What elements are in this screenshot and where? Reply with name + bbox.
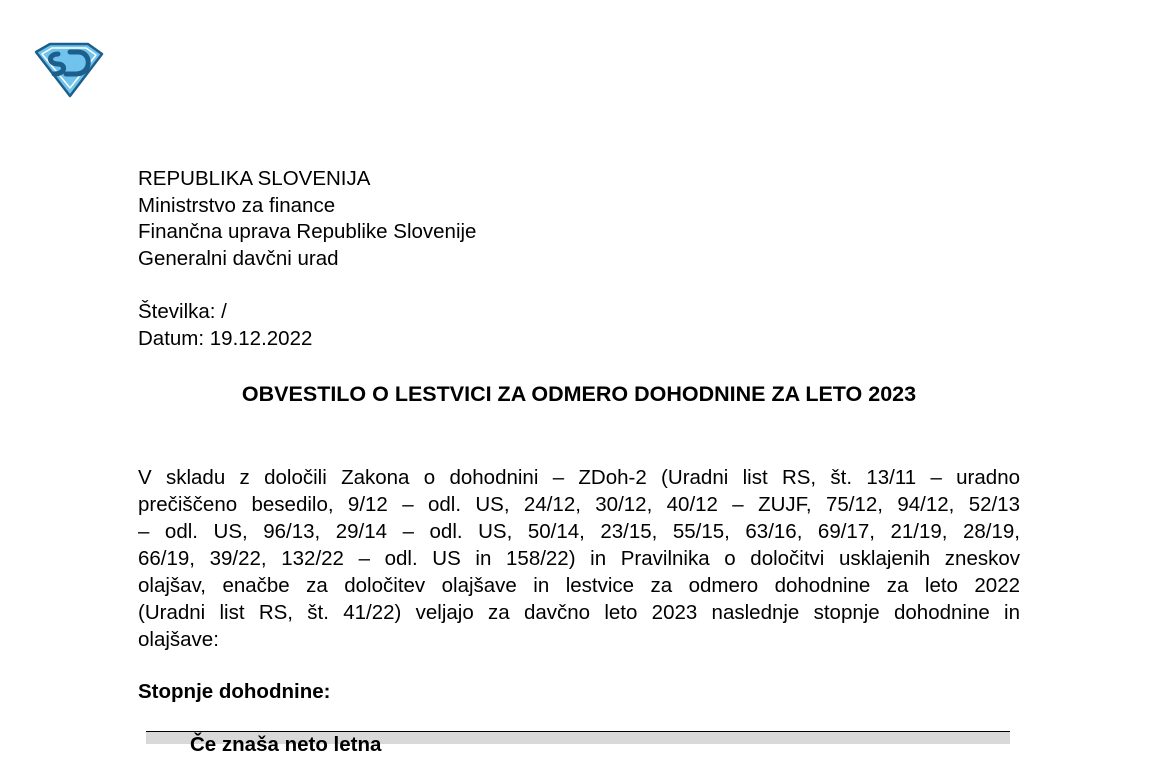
document-meta bbox=[138, 299, 312, 352]
tax-rate-table-header bbox=[146, 731, 1010, 756]
body-line: olajšave: bbox=[138, 628, 219, 651]
body-line: (Uradni list RS, št. 41/22) veljajo za davčno leto 2023 naslednje stopnje dohodnine in bbox=[138, 601, 1020, 624]
body-line: olajšav, enačbe za določitev olajšave in lestvice za odmero dohodnine za leto 2022 bbox=[138, 574, 1020, 597]
body-line: 66/19, 39/22, 132/22 – odl. US in 158/22) in Pravilnika o določitvi usklajenih zneskov bbox=[138, 547, 1020, 570]
address-line-administration: Finančna uprava Republike Slovenije bbox=[138, 220, 477, 244]
body-line: V skladu z določili Zakona o dohodnini – ZDoh-2 (Uradni list RS, št. 13/11 – uradno bbox=[138, 466, 1020, 489]
address-line-ministry: Ministrstvo za finance bbox=[138, 193, 336, 217]
sd-logo-icon bbox=[32, 42, 104, 98]
document-number: Številka: / bbox=[138, 300, 227, 323]
address-line-country: REPUBLIKA SLOVENIJA bbox=[138, 167, 371, 190]
document-date: Datum: 19.12.2022 bbox=[138, 326, 313, 350]
sender-address-block bbox=[138, 166, 476, 272]
section-heading: Stopnje dohodnine: bbox=[138, 680, 331, 703]
body-line: prečiščeno besedilo, 9/12 – odl. US, 24/12, 30/12, 40/12 – ZUJF, 75/12, 94/12, 52/13 bbox=[138, 493, 1020, 516]
document-title: OBVESTILO O LESTVICI ZA ODMERO DOHODNINE ZA LETO 2023 bbox=[241, 382, 917, 406]
address-line-office: Generalni davčni urad bbox=[138, 246, 339, 270]
table-header-cell: Če znaša neto letna bbox=[190, 733, 382, 756]
body-paragraph bbox=[138, 464, 1020, 653]
body-line: – odl. US, 96/13, 29/14 – odl. US, 50/14, 23/15, 55/15, 63/16, 69/17, 21/19, 28/19, bbox=[138, 520, 1020, 543]
